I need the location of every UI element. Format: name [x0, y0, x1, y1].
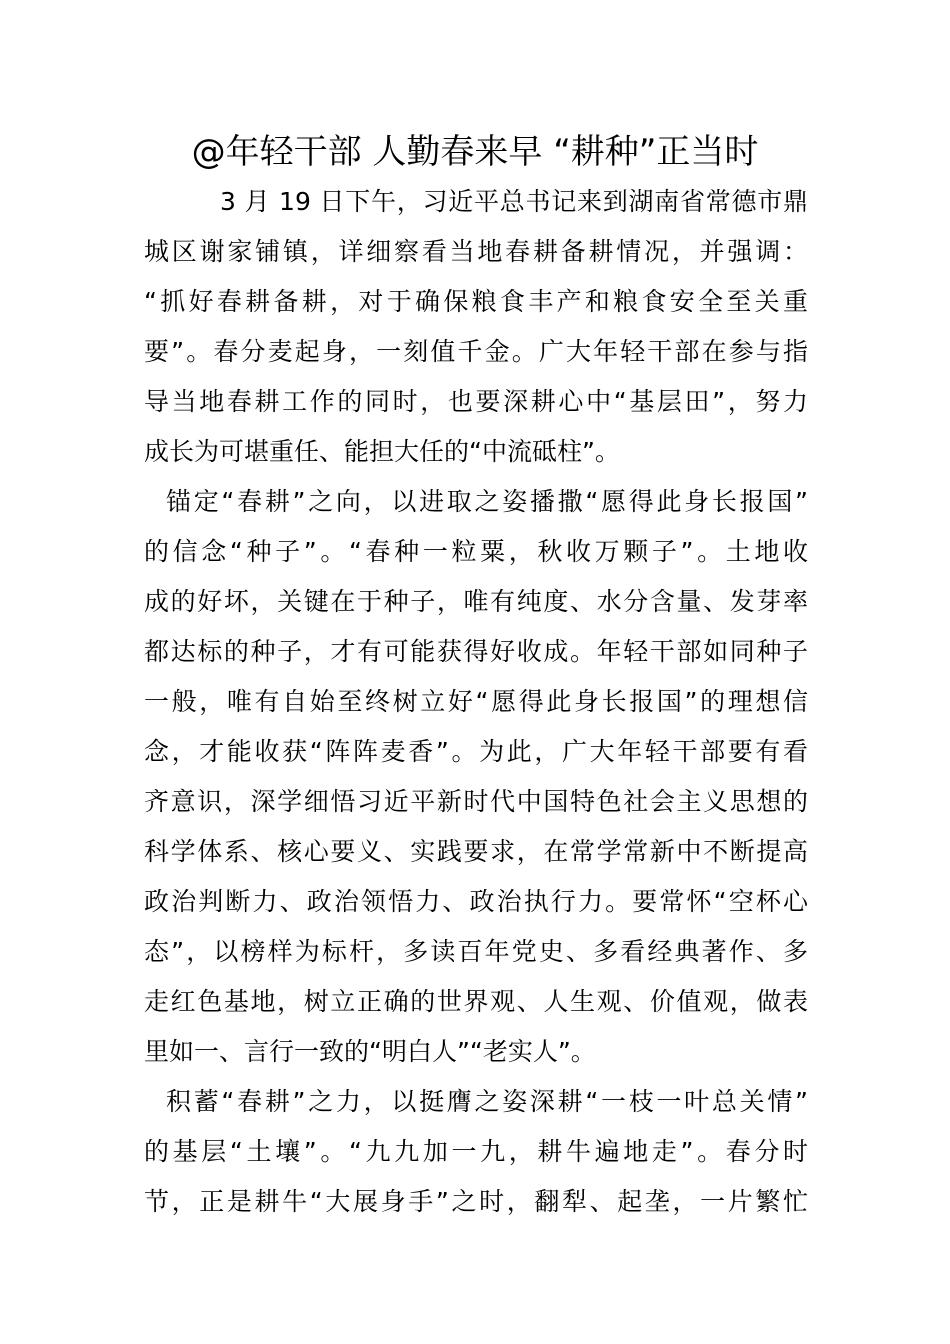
- paragraph-2-line-2: 的信念“种子”。“春种一粒粟，秋收万颗子”。土地收: [144, 537, 808, 566]
- paragraph-1-line-6: 成长为可堪重任、能担大任的“中流砥柱”。: [144, 437, 620, 466]
- paragraph-2-line-9: 政治判断力、政治领悟力、政治执行力。要常怀“空杯心: [144, 887, 808, 916]
- paragraph-1-line-1: 3 月 19 日下午，习近平总书记来到湖南省常德市鼎: [220, 187, 808, 216]
- paragraph-2-line-11: 走红色基地，树立正确的世界观、人生观、价值观，做表: [144, 987, 808, 1016]
- paragraph-2-line-4: 都达标的种子，才有可能获得好收成。年轻干部如同种子: [144, 637, 808, 666]
- paragraph-3-line-3: 节，正是耕牛“大展身手”之时，翻犁、起垄，一片繁忙: [144, 1187, 808, 1216]
- paragraph-3-line-1: 积蓄“春耕”之力，以挺膺之姿深耕“一枝一叶总关情”: [166, 1087, 808, 1116]
- paragraph-1-line-3: “抓好春耕备耕，对于确保粮食丰产和粮食安全至关重: [144, 287, 808, 316]
- paragraph-2-line-6: 念，才能收获“阵阵麦香”。为此，广大年轻干部要有看: [144, 737, 808, 766]
- paragraph-2-line-7: 齐意识，深学细悟习近平新时代中国特色社会主义思想的: [144, 787, 808, 816]
- paragraph-1-line-2: 城区谢家铺镇，详细察看当地春耕备耕情况，并强调：: [144, 237, 808, 266]
- paragraph-1-line-5: 导当地春耕工作的同时，也要深耕心中“基层田”，努力: [144, 387, 808, 416]
- paragraph-2-line-3: 成的好坏，关键在于种子，唯有纯度、水分含量、发芽率: [144, 587, 808, 616]
- paragraph-1-line-4: 要”。春分麦起身，一刻值千金。广大年轻干部在参与指: [144, 337, 808, 366]
- paragraph-3-line-2: 的基层“土壤”。“九九加一九，耕牛遍地走”。春分时: [144, 1137, 808, 1166]
- paragraph-2-line-10: 态”，以榜样为标杆，多读百年党史、多看经典著作、多: [144, 937, 808, 966]
- paragraph-2-line-1: 锚定“春耕”之向，以进取之姿播撒“愿得此身长报国”: [166, 487, 808, 516]
- paragraph-2-line-5: 一般，唯有自始至终树立好“愿得此身长报国”的理想信: [144, 687, 808, 716]
- document-title: @年轻干部 人勤春来早 “耕种”正当时: [191, 132, 759, 172]
- paragraph-2-line-8: 科学体系、核心要义、实践要求，在常学常新中不断提高: [144, 837, 808, 866]
- paragraph-2-line-12: 里如一、言行一致的“明白人”“老实人”。: [144, 1037, 596, 1066]
- document-body: [144, 177, 808, 1227]
